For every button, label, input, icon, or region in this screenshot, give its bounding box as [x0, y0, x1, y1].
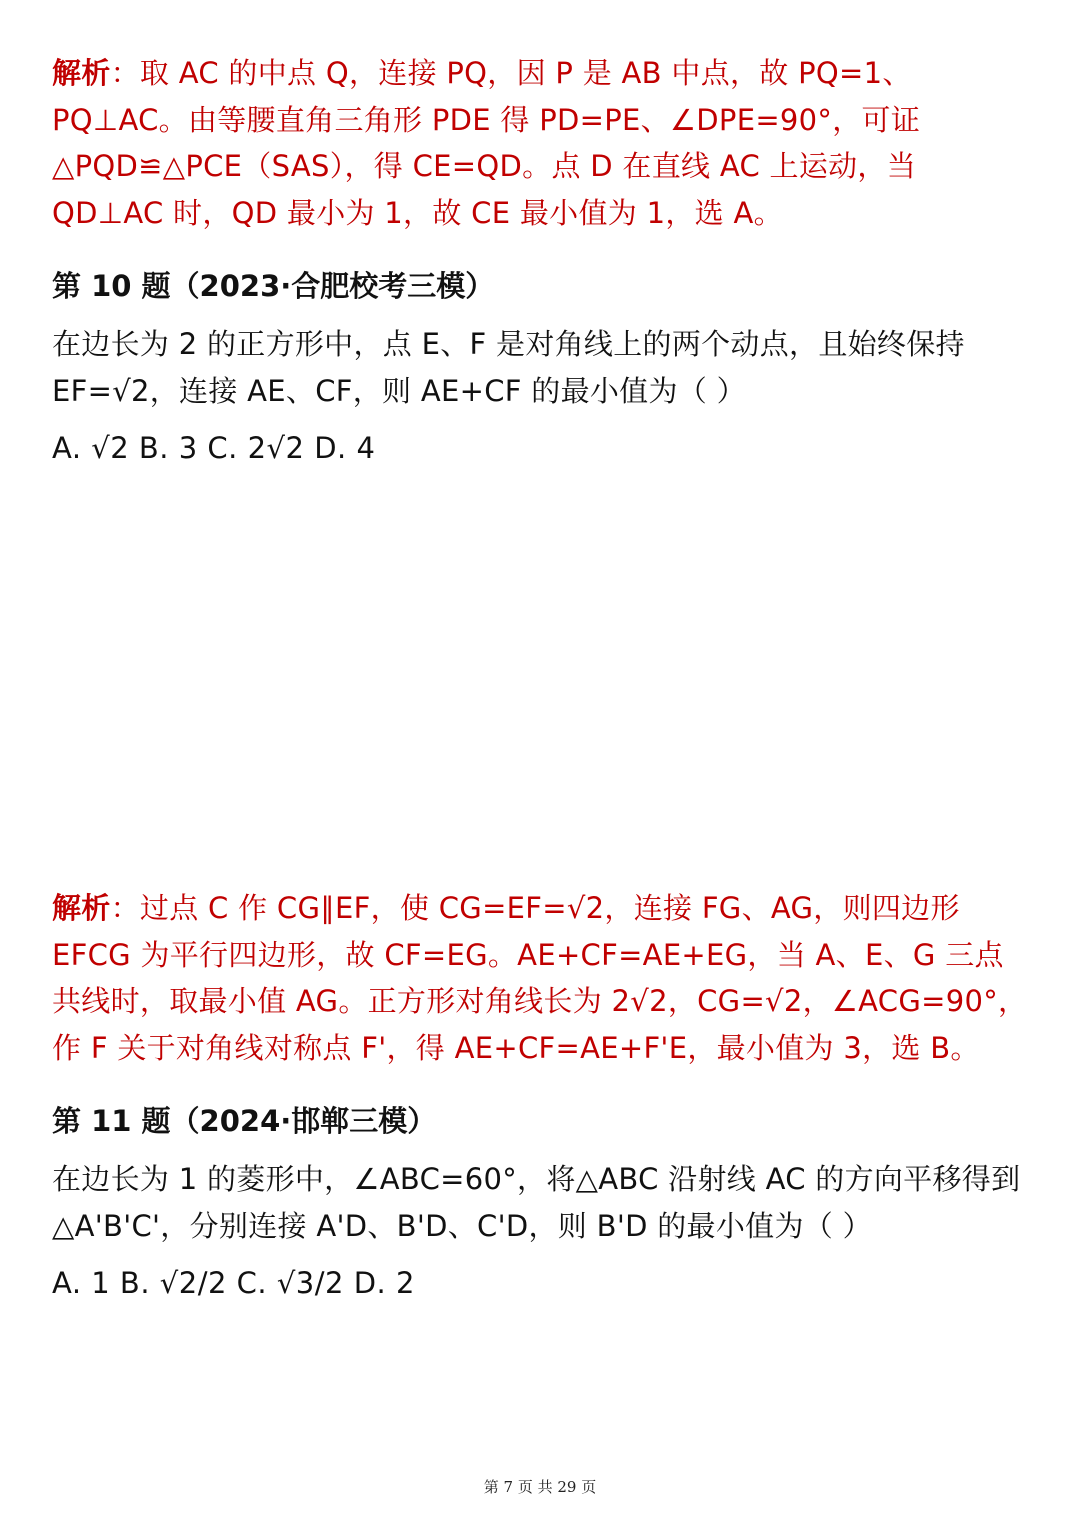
- question-11-heading: 第 11 题（2024·邯郸三模）: [52, 1104, 437, 1138]
- question-11-stem: 在边长为 1 的菱形中，∠ABC=60°，将△ABC 沿射线 AC 的方向平移得到△A'B'C'，分别连接 A'D、B'D、C'D，则 B'D 的最小值为（ ）: [52, 1162, 1021, 1243]
- analysis-text: ：过点 C 作 CG∥EF，使 CG=EF=√2，连接 FG、AG，则四边形 EFCG 为平行四边形，故 CF=EG。AE+CF=AE+EG，当 A、E、G 三点共线时，取最小值 AG。正方形对角线长为 2√2，CG=√2，∠ACG=90°，作 F 关于对角线对称点 F'，得 AE+CF=AE+F'E，最小值为 3，选 B。: [52, 891, 1028, 1065]
- analysis-label: 解析: [52, 56, 111, 90]
- question-11-options: A. 1 B. √2/2 C. √3/2 D. 2: [52, 1266, 415, 1300]
- analysis-label: 解析: [52, 891, 111, 925]
- question-10-options: A. √2 B. 3 C. 2√2 D. 4: [52, 431, 376, 465]
- analysis-q10: [52, 885, 1032, 1071]
- analysis-text: ：取 AC 的中点 Q，连接 PQ，因 P 是 AB 中点，故 PQ=1、PQ⊥AC。由等腰直角三角形 PDE 得 PD=PE、∠DPE=90°，可证△PQD≌△PCE（SAS），得 CE=QD。点 D 在直线 AC 上运动，当 QD⊥AC 时，QD 最小为 1，故 CE 最小值为 1，选 A。: [52, 56, 921, 230]
- page-number: 第 7 页 共 29 页: [483, 1478, 597, 1496]
- analysis-q9: [52, 50, 1032, 236]
- question-10-stem: 在边长为 2 的正方形中，点 E、F 是对角线上的两个动点，且始终保持 EF=√2，连接 AE、CF，则 AE+CF 的最小值为（ ）: [52, 327, 965, 408]
- question-10-heading: 第 10 题（2023·合肥校考三模）: [52, 269, 495, 303]
